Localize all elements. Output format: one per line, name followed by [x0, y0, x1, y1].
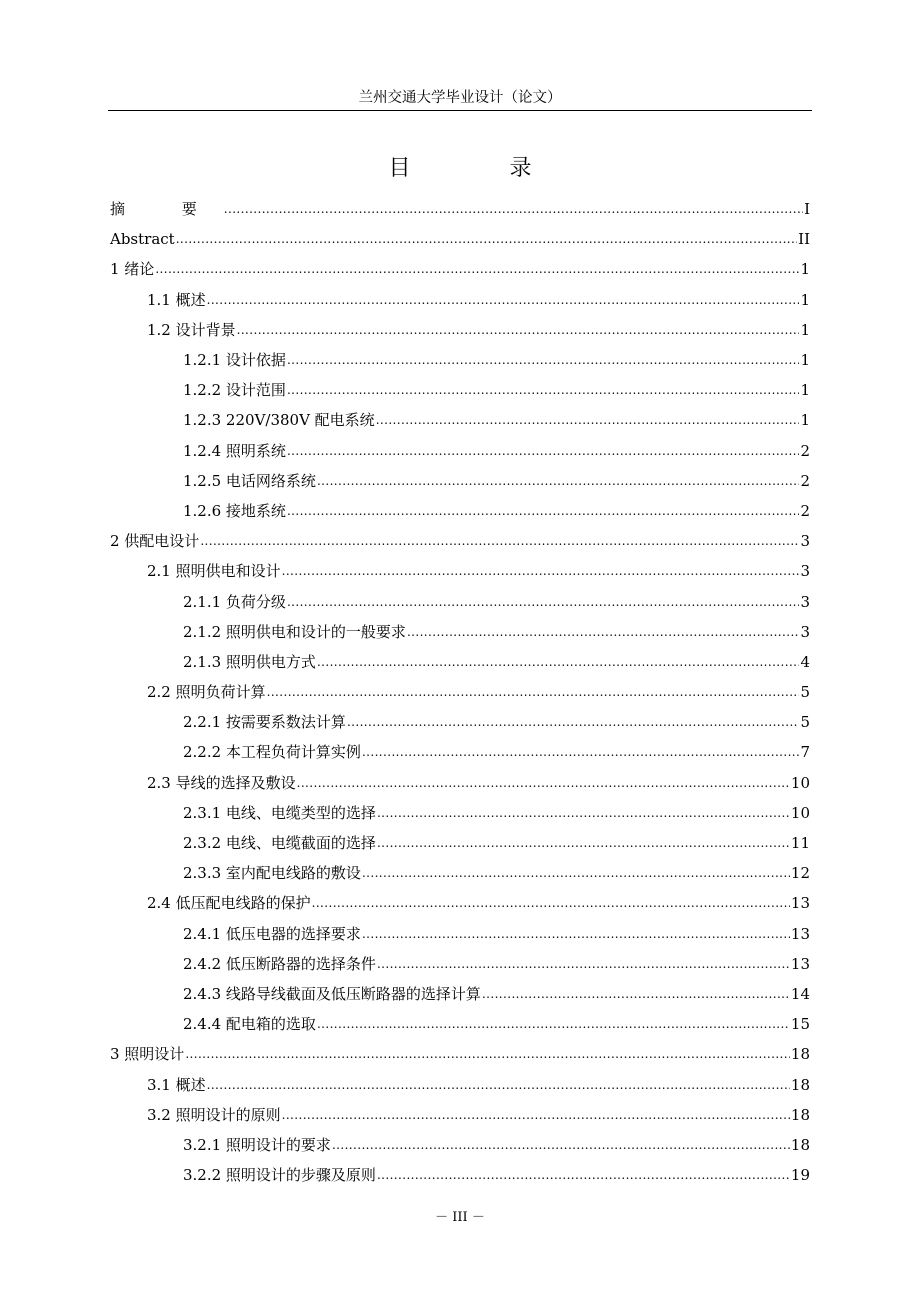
toc-dot-leader — [377, 803, 790, 823]
toc-entry-page: 1 — [800, 351, 810, 370]
toc-dot-leader — [376, 410, 800, 430]
toc-entry-page: 1 — [800, 290, 810, 309]
toc-entry-page: 5 — [800, 713, 810, 732]
toc-dot-leader — [282, 561, 800, 581]
toc-dot-leader — [287, 350, 800, 370]
toc-entry-label: 3.2.1 照明设计的要求 — [183, 1135, 331, 1154]
toc-dot-leader — [407, 622, 800, 642]
toc-entry[interactable] — [110, 677, 810, 707]
toc-entry-page: 3 — [800, 532, 810, 551]
toc-dot-leader — [207, 290, 800, 310]
toc-dot-leader — [377, 833, 790, 853]
toc-entry-label: 2.2 照明负荷计算 — [147, 683, 266, 702]
toc-entry-label: 2.1.2 照明供电和设计的一般要求 — [183, 622, 406, 641]
toc-dot-leader — [377, 954, 790, 974]
toc-entry[interactable] — [110, 285, 810, 315]
toc-dot-leader — [317, 1014, 790, 1034]
running-header: 兰州交通大学毕业设计（论文） — [108, 86, 812, 111]
toc-entry-label: 1.2.2 设计范围 — [183, 381, 286, 400]
toc-entry[interactable] — [110, 436, 810, 466]
toc-entry-page: 10 — [790, 773, 810, 792]
toc-dot-leader — [332, 1135, 790, 1155]
toc-entry[interactable] — [110, 828, 810, 858]
toc-entry-label: 3.1 概述 — [147, 1075, 206, 1094]
toc-entry[interactable] — [110, 345, 810, 375]
toc-entry-label: 2.1.3 照明供电方式 — [183, 652, 316, 671]
toc-entry-page: 11 — [790, 834, 810, 853]
toc-entry-page: 18 — [790, 1105, 810, 1124]
toc-dot-leader — [237, 320, 800, 340]
toc-entry[interactable] — [110, 194, 810, 224]
toc-entry-label: 3.2.2 照明设计的步骤及原则 — [183, 1166, 376, 1185]
toc-entry[interactable] — [110, 647, 810, 677]
toc-dot-leader — [317, 471, 800, 491]
toc-entry-label: 2.4.4 配电箱的选取 — [183, 1015, 316, 1034]
table-of-contents — [110, 194, 810, 1190]
toc-entry-label: 1.2.5 电话网络系统 — [183, 471, 316, 490]
toc-entry-page: 18 — [790, 1075, 810, 1094]
toc-entry-label: 1.2.3 220V/380V 配电系统 — [183, 411, 375, 430]
toc-entry[interactable] — [110, 798, 810, 828]
toc-entry-page: 15 — [790, 1015, 810, 1034]
toc-entry[interactable] — [110, 315, 810, 345]
toc-entry[interactable] — [110, 1130, 810, 1160]
toc-entry-page: 1 — [800, 260, 810, 279]
toc-entry[interactable] — [110, 1100, 810, 1130]
toc-entry[interactable] — [110, 707, 810, 737]
toc-dot-leader — [287, 380, 800, 400]
toc-dot-leader — [347, 712, 800, 732]
toc-entry-label: 1.2 设计背景 — [147, 320, 236, 339]
toc-entry-label: Abstract — [110, 230, 175, 249]
toc-dot-leader — [207, 1075, 790, 1095]
toc-entry-label: 摘 要 — [110, 200, 223, 219]
toc-entry[interactable] — [110, 768, 810, 798]
toc-dot-leader — [287, 441, 800, 461]
toc-entry-label: 2.4 低压配电线路的保护 — [147, 894, 311, 913]
toc-entry[interactable] — [110, 466, 810, 496]
toc-entry-page: 2 — [800, 441, 810, 460]
toc-entry[interactable] — [110, 919, 810, 949]
toc-entry-page: 2 — [800, 501, 810, 520]
toc-entry-label: 1.2.6 接地系统 — [183, 501, 286, 520]
toc-entry-page: 13 — [790, 894, 810, 913]
toc-dot-leader — [185, 1044, 790, 1064]
toc-dot-leader — [287, 592, 800, 612]
toc-entry-page: 3 — [800, 592, 810, 611]
toc-entry[interactable] — [110, 979, 810, 1009]
toc-entry-page: II — [798, 230, 810, 249]
toc-entry-label: 2 供配电设计 — [110, 532, 200, 551]
toc-dot-leader — [362, 863, 790, 883]
toc-entry[interactable] — [110, 254, 810, 284]
toc-entry[interactable] — [110, 556, 810, 586]
toc-entry-page: 18 — [790, 1045, 810, 1064]
toc-entry-label: 2.2.1 按需要系数法计算 — [183, 713, 346, 732]
toc-dot-leader — [287, 501, 800, 521]
toc-entry[interactable] — [110, 224, 810, 254]
toc-entry-page: 1 — [800, 320, 810, 339]
toc-entry-page: 3 — [800, 622, 810, 641]
toc-entry-label: 2.4.2 低压断路器的选择条件 — [183, 954, 376, 973]
toc-entry[interactable] — [110, 858, 810, 888]
toc-entry[interactable] — [110, 526, 810, 556]
toc-entry-page: 1 — [800, 381, 810, 400]
toc-entry[interactable] — [110, 737, 810, 767]
toc-dot-leader — [297, 773, 790, 793]
toc-entry-page: 1 — [800, 411, 810, 430]
toc-dot-leader — [377, 1165, 790, 1185]
toc-entry-label: 2.1 照明供电和设计 — [147, 562, 281, 581]
toc-entry[interactable] — [110, 586, 810, 616]
toc-entry-page: 3 — [800, 562, 810, 581]
toc-entry-label: 1.1 概述 — [147, 290, 206, 309]
toc-dot-leader — [267, 682, 800, 702]
toc-entry[interactable] — [110, 1039, 810, 1069]
toc-entry-label: 1 绪论 — [110, 260, 155, 279]
toc-entry-label: 2.4.1 低压电器的选择要求 — [183, 924, 361, 943]
toc-entry-page: 4 — [800, 652, 810, 671]
toc-dot-leader — [282, 1105, 790, 1125]
toc-entry[interactable] — [110, 496, 810, 526]
toc-entry[interactable] — [110, 617, 810, 647]
toc-entry-label: 2.2.2 本工程负荷计算实例 — [183, 743, 361, 762]
toc-entry-label: 2.3.1 电线、电缆类型的选择 — [183, 803, 376, 822]
toc-entry-page: 13 — [790, 954, 810, 973]
toc-entry-page: I — [804, 200, 810, 219]
toc-entry-page: 18 — [790, 1135, 810, 1154]
toc-dot-leader — [362, 924, 790, 944]
toc-entry-page: 12 — [790, 864, 810, 883]
toc-dot-leader — [482, 984, 790, 1004]
toc-entry-page: 13 — [790, 924, 810, 943]
toc-entry-label: 3.2 照明设计的原则 — [147, 1105, 281, 1124]
page-number: － III － — [435, 1210, 485, 1225]
toc-entry-label: 2.3 导线的选择及敷设 — [147, 773, 296, 792]
toc-entry-page: 14 — [790, 984, 810, 1003]
toc-entry-label: 1.2.4 照明系统 — [183, 441, 286, 460]
toc-entry[interactable] — [110, 1009, 810, 1039]
toc-entry-label: 3 照明设计 — [110, 1045, 185, 1064]
toc-entry-page: 2 — [800, 471, 810, 490]
toc-title: 目 录 — [388, 156, 578, 181]
toc-entry-page: 5 — [800, 683, 810, 702]
toc-entry[interactable] — [110, 1160, 810, 1190]
toc-entry[interactable] — [110, 1069, 810, 1099]
toc-entry[interactable] — [110, 888, 810, 918]
toc-dot-leader — [224, 199, 803, 219]
toc-dot-leader — [362, 742, 800, 762]
toc-entry-label: 2.3.3 室内配电线路的敷设 — [183, 864, 361, 883]
toc-entry-label: 1.2.1 设计依据 — [183, 351, 286, 370]
toc-dot-leader — [312, 893, 790, 913]
toc-dot-leader — [200, 531, 799, 551]
toc-entry-label: 2.1.1 负荷分级 — [183, 592, 286, 611]
toc-entry[interactable] — [110, 375, 810, 405]
toc-entry-page: 19 — [790, 1166, 810, 1185]
toc-entry-page: 10 — [790, 803, 810, 822]
toc-entry[interactable] — [110, 949, 810, 979]
toc-dot-leader — [176, 229, 797, 249]
toc-dot-leader — [317, 652, 800, 672]
toc-entry[interactable] — [110, 405, 810, 435]
toc-entry-page: 7 — [800, 743, 810, 762]
toc-entry-label: 2.3.2 电线、电缆截面的选择 — [183, 834, 376, 853]
toc-entry-label: 2.4.3 线路导线截面及低压断路器的选择计算 — [183, 984, 481, 1003]
toc-dot-leader — [155, 259, 799, 279]
